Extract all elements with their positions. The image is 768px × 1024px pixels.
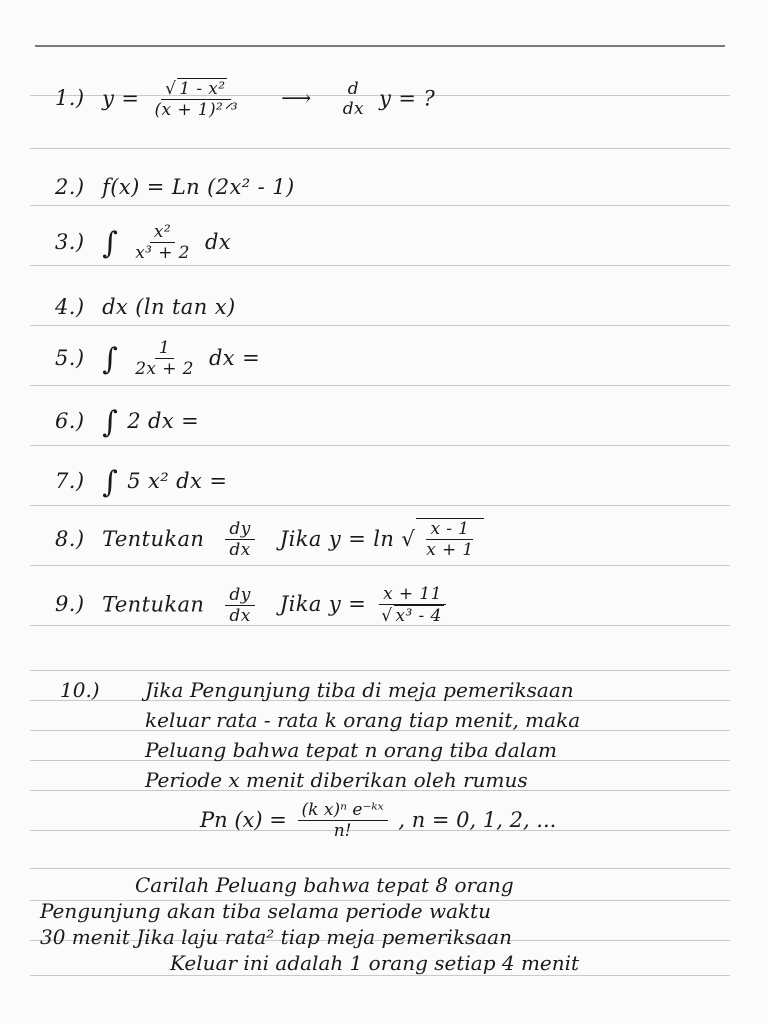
problem-5 xyxy=(55,338,260,381)
instruction-word: Tentukan xyxy=(102,526,205,551)
fraction xyxy=(298,800,388,843)
integral-sign: ∫ xyxy=(102,465,119,500)
fraction: $\frac{\text{√ 1 - x²}}{\text{(x + 1)²ᐟ³}}$ xyxy=(151,78,243,122)
ruled-line xyxy=(30,565,730,566)
problem-tail: dx xyxy=(204,229,232,254)
top-margin-line xyxy=(35,45,725,47)
problem-10-question xyxy=(40,872,730,976)
question-line: Keluar ini adalah 1 orang setiap 4 menit xyxy=(170,951,580,975)
problem-10-line: Peluang bahwa tepat n orang tiba dalam xyxy=(145,738,557,762)
problem-number: 2.) xyxy=(55,175,85,199)
problem-number: 6.) xyxy=(55,409,85,433)
problem-7 xyxy=(55,465,227,500)
integral-sign: ∫ xyxy=(102,225,119,261)
problem-number: 1.) xyxy=(55,86,85,111)
ruled-line xyxy=(30,265,730,266)
fraction: $\frac{x + 11}{\text{√ x³ - 4}}$ xyxy=(377,584,447,628)
problem-3 xyxy=(55,222,231,265)
problem-10-line: Periode x menit diberikan oleh rumus xyxy=(145,768,528,792)
problem-tail: dx = xyxy=(208,345,261,370)
dy-dx-fraction: $\frac{dy}{dx}$ xyxy=(225,585,254,628)
problem-number: 3.) xyxy=(55,229,85,254)
integral-sign: ∫ xyxy=(102,405,119,440)
numerator: x² xyxy=(150,222,175,243)
problem-8 xyxy=(55,518,484,562)
denominator: x + 1 xyxy=(426,540,474,561)
ruled-line xyxy=(30,148,730,149)
formula-lhs: Pn (x) = xyxy=(200,807,287,832)
integral-sign: ∫ xyxy=(102,341,119,377)
problem-expression: 2 dx = xyxy=(127,409,200,433)
problem-expression: dx (ln tan x) xyxy=(102,295,236,319)
ruled-line xyxy=(30,205,730,206)
problem-10-line: keluar rata - rata k orang tiap menit, maka xyxy=(145,708,581,732)
numerator: x - 1 xyxy=(426,519,473,540)
dy-dx-fraction: $\frac{dy}{dx}$ xyxy=(225,519,254,562)
ruled-line xyxy=(30,868,730,869)
question-line: Pengunjung akan tiba selama periode waktu xyxy=(40,899,492,923)
numerator: (k x)ⁿ e⁻ᵏˣ xyxy=(298,800,388,821)
problem-tail: y = ? xyxy=(379,86,436,111)
denominator: x³ - 4 xyxy=(395,606,442,627)
fraction xyxy=(131,222,194,265)
numerator: x + 11 xyxy=(379,584,446,605)
denominator: (x + 1)²ᐟ³ xyxy=(154,100,239,121)
arrow-icon: ⟶ xyxy=(281,86,312,111)
denominator: x³ + 2 xyxy=(135,243,190,264)
problem-number: 5.) xyxy=(55,345,85,370)
derivative-operator: d dx xyxy=(342,79,364,120)
problem-1 xyxy=(55,78,435,122)
problem-10 xyxy=(60,675,750,795)
poisson-formula xyxy=(200,800,556,843)
fraction xyxy=(422,519,477,562)
numerator: 1 xyxy=(155,338,174,359)
problem-number: 7.) xyxy=(55,469,85,493)
problem-2 xyxy=(55,175,295,199)
problem-4 xyxy=(55,295,236,319)
formula-tail: , n = 0, 1, 2, ... xyxy=(398,807,557,832)
problem-number: 4.) xyxy=(55,295,85,319)
fraction xyxy=(131,338,198,381)
problem-lhs: y = xyxy=(102,86,140,111)
denominator: 2x + 2 xyxy=(135,359,194,380)
problem-expression: 5 x² dx = xyxy=(127,469,228,493)
problem-number: 8.) xyxy=(55,526,85,551)
problem-9 xyxy=(55,584,452,628)
denominator: n! xyxy=(333,821,352,842)
instruction-word: Tentukan xyxy=(102,592,205,617)
numerator: 1 - x² xyxy=(179,79,226,99)
sqrt-sign: √ xyxy=(401,526,416,551)
question-line: 30 menit Jika laju rata² tiap meja pemeriksaan xyxy=(40,925,512,949)
ruled-line xyxy=(30,505,730,506)
problem-6 xyxy=(55,405,199,440)
ruled-line xyxy=(30,670,730,671)
question-line: Carilah Peluang bahwa tepat 8 orang xyxy=(135,873,514,897)
ruled-line xyxy=(30,445,730,446)
problem-10-line: 10.) Jika Pengunjung tiba di meja pemeriksaan xyxy=(60,675,750,705)
problem-number: 9.) xyxy=(55,592,85,617)
condition-text: Jika y = ln xyxy=(279,526,395,551)
problem-number: 10.) xyxy=(60,678,100,702)
ruled-line xyxy=(30,325,730,326)
condition-text: Jika y = xyxy=(279,592,367,617)
problem-expression: f(x) = Ln (2x² - 1) xyxy=(102,175,295,199)
ruled-line xyxy=(30,385,730,386)
